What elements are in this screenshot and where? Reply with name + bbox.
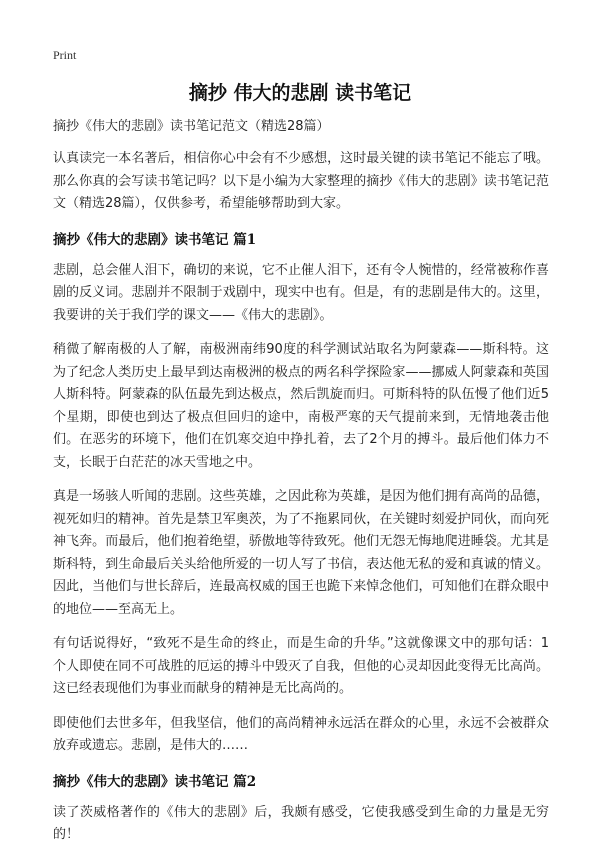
paragraph: 读了茨威格著作的《伟大的悲剧》后，我颇有感受，它使我感受到生命的力量是无穷的！ <box>53 804 549 842</box>
section-2-heading: 摘抄《伟大的悲剧》读书笔记 篇2 <box>53 773 257 790</box>
paragraph: 有句话说得好，“致死不是生命的终止，而是生命的升华。”这就像课文中的那句话：1个人即使在同不可战胜的厄运的搏斗中毁灭了自我，但他的心灵却因此变得无比高尚。这已经表现他们为事业而献身的精神是无比高尚的。 <box>53 636 549 696</box>
page-title: 摘抄 伟大的悲剧 读书笔记 <box>188 82 412 104</box>
print-label: Print <box>53 48 77 62</box>
document-subtitle: 摘抄《伟大的悲剧》读书笔记范文（精选28篇） <box>53 119 330 134</box>
document-body <box>53 116 549 859</box>
section-1-heading: 摘抄《伟大的悲剧》读书笔记 篇1 <box>53 231 257 248</box>
intro-paragraph: 认真读完一本名著后，相信你心中会有不少感想，这时最关键的读书笔记不能忘了哦。那么你真的会写读书笔记吗？以下是小编为大家整理的摘抄《伟大的悲剧》读书笔记范文（精选28篇），仅供参考，希望能够帮助到大家。 <box>53 151 549 211</box>
paragraph: 悲剧，总会催人泪下，确切的来说，它不止催人泪下，还有令人惋惜的，经常被称作喜剧的反义词。悲剧并不限制于戏剧中，现实中也有。但是，有的悲剧是伟大的。这里，我要讲的关于我们学的课文——《伟大的悲剧》。 <box>53 262 549 323</box>
paragraph: 即使他们去世多年，但我坚信，他们的高尚精神永远活在群众的心里，永远不会被群众放弃或遗忘。悲剧，是伟大的…… <box>53 715 549 753</box>
paragraph: 稍微了解南极的人了解，南极洲南纬90度的科学测试站取名为阿蒙森——斯科特。这为了纪念人类历史上最早到达南极洲的极点的两名科学探险家——挪威人阿蒙森和英国人斯科特。阿蒙森的队伍最先到达极点，然后凯旋而归。可斯科特的队伍慢了他们近5个星期，即使也到达了极点但回归的途中，南极严寒的天气提前来到，无情地袭击他们。在恶劣的环境下，他们在饥寒交迫中挣扎着，去了2个月的搏斗。最后他们体力不支，长眠于白茫茫的冰天雪地之中。 <box>53 342 549 470</box>
paragraph: 真是一场骇人听闻的悲剧。这些英雄，之因此称为英雄，是因为他们拥有高尚的品德，视死如归的精神。首先是禁卫军奥茨，为了不拖累同伙，在关键时刻爱护同伙，而向死神飞奔。而最后，他们抱着绝望，骄傲地等待致死。他们无怨无悔地爬进睡袋。尤其是斯科特，到生命最后关头给他所爱的一切人写了书信，表达他无私的爱和真诚的情义。因此，当他们与世长辞后，连最高权威的国王也跪下来悼念他们，可知他们在群众眼中的地位——至高无上。 <box>53 489 549 617</box>
